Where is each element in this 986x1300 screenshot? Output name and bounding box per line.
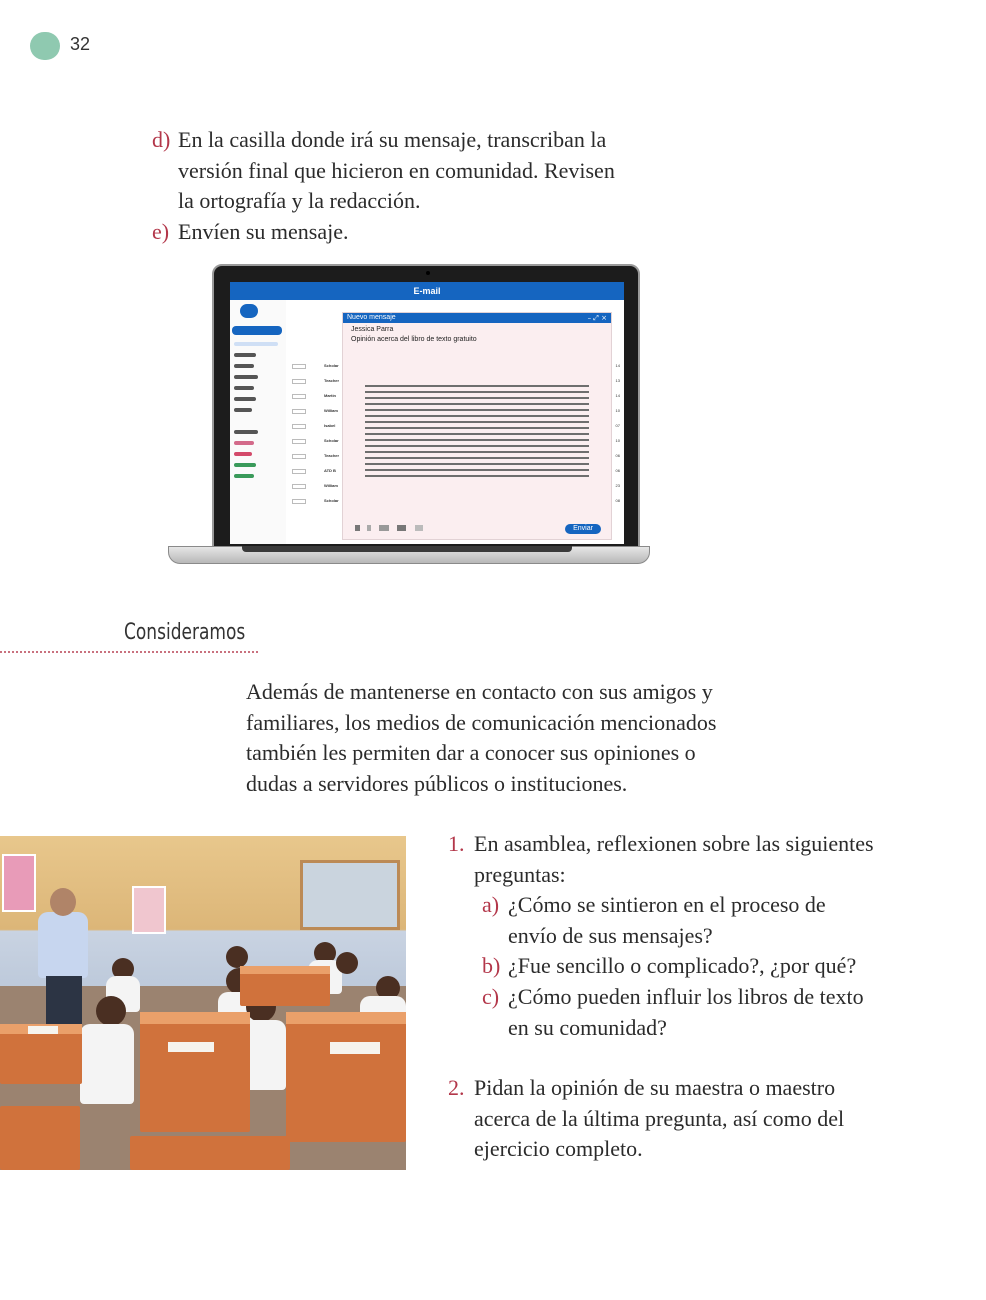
- list-marker: d): [152, 127, 171, 152]
- label-item[interactable]: [234, 452, 252, 456]
- image-icon[interactable]: [397, 525, 406, 531]
- list-marker: e): [152, 218, 170, 244]
- question-1: [448, 829, 888, 890]
- laptop-keyboard-edge: [242, 546, 572, 552]
- paragraph-line: también les permiten dar a conocer sus opiniones o: [246, 740, 696, 766]
- sub-question-line: ¿Fue sencillo o complicado?, ¿por qué?: [508, 953, 857, 979]
- classroom-photo: [0, 836, 406, 1170]
- sub-question-line: en su comunidad?: [508, 1014, 667, 1040]
- sidebar-item[interactable]: [234, 375, 258, 379]
- list-item-e: [152, 217, 632, 248]
- inbox-list: Scholar 14 Teacher 13 Martin 14 William 10 Isabel 07 Scholar 10 Teacher 06 ATD B 06 William 23 Scholar 08: [286, 300, 624, 544]
- sidebar-item[interactable]: [234, 364, 254, 368]
- question-line: acerca de la última pregunta, así como del: [474, 1105, 845, 1131]
- question-2: [448, 1073, 888, 1165]
- question-line: Pidan la opinión de su maestra o maestro: [474, 1075, 836, 1101]
- heading-divider: [0, 651, 258, 653]
- sub-marker: a): [482, 892, 500, 918]
- trash-icon[interactable]: [355, 525, 360, 531]
- email-app: [230, 282, 624, 544]
- question-line: ejercicio completo.: [474, 1136, 643, 1162]
- send-button[interactable]: Enviar: [565, 524, 601, 534]
- list-text-line: En la casilla donde irá su mensaje, transcriban la: [178, 127, 607, 152]
- sidebar-item[interactable]: [234, 353, 256, 357]
- sub-marker: c): [482, 983, 500, 1009]
- mail-logo-icon: [240, 304, 258, 318]
- sub-question-line: ¿Cómo se sintieron en el proceso de: [508, 892, 826, 918]
- page-number: 32: [70, 34, 91, 54]
- questions-list: [448, 829, 888, 1165]
- message-window-title: Nuevo mensaje: [343, 313, 611, 323]
- intro-paragraph: [246, 677, 746, 799]
- laptop-screen: [212, 264, 640, 548]
- email-sidebar: [230, 300, 286, 544]
- label-item[interactable]: [234, 474, 254, 478]
- book-logo-icon: [30, 32, 60, 60]
- section-heading: Consideramos: [124, 620, 246, 645]
- sub-marker: b): [482, 953, 501, 979]
- paragraph-line: Además de mantenerse en contacto con sus amigos y: [246, 679, 713, 704]
- question-line: preguntas:: [474, 861, 566, 887]
- sub-question-line: ¿Cómo pueden influir los libros de texto: [508, 983, 864, 1009]
- app-title-bar: E-mail: [230, 282, 624, 300]
- webcam-icon: [426, 271, 430, 275]
- sub-question-b: [482, 951, 888, 982]
- sidebar-item[interactable]: [234, 386, 254, 390]
- question-marker: 2.: [448, 1075, 465, 1101]
- compose-button[interactable]: [232, 326, 282, 335]
- sidebar-item[interactable]: [234, 408, 252, 412]
- sub-question-line: envío de sus mensajes?: [508, 922, 713, 948]
- sidebar-item-inbox[interactable]: [234, 342, 278, 346]
- label-item[interactable]: [234, 463, 256, 467]
- list-text-line: versión final que hicieron en comunidad. Revisen: [178, 157, 615, 183]
- question-marker: 1.: [448, 831, 465, 856]
- attach-icon[interactable]: [367, 525, 371, 531]
- list-text-line: Envíen su mensaje.: [178, 218, 349, 244]
- sub-question-c: [482, 982, 888, 1043]
- sidebar-item[interactable]: [234, 397, 256, 401]
- sub-questions: [448, 890, 888, 1043]
- paragraph-line: dudas a servidores públicos o instituciones.: [246, 770, 628, 796]
- format-text-icon[interactable]: [379, 525, 389, 531]
- recipient-field[interactable]: Jessica Parra: [351, 326, 394, 333]
- subject-field[interactable]: Opinión acerca del libro de texto gratuito: [351, 336, 477, 343]
- message-body[interactable]: [365, 385, 589, 481]
- emoji-icon[interactable]: [415, 525, 423, 531]
- list-text-line: la ortografía y la redacción.: [178, 188, 421, 214]
- sub-question-a: [482, 890, 888, 951]
- sidebar-item-labels[interactable]: [234, 430, 258, 434]
- list-item-d: [152, 125, 632, 217]
- new-message-window: [342, 312, 612, 540]
- window-controls-icon[interactable]: – ⤢ ×: [587, 314, 607, 322]
- instruction-list-top: [152, 125, 632, 247]
- paragraph-line: familiares, los medios de comunicación mencionados: [246, 709, 717, 735]
- label-item[interactable]: [234, 441, 254, 445]
- question-line: En asamblea, reflexionen sobre las siguientes: [474, 831, 874, 856]
- laptop-illustration: [164, 262, 654, 592]
